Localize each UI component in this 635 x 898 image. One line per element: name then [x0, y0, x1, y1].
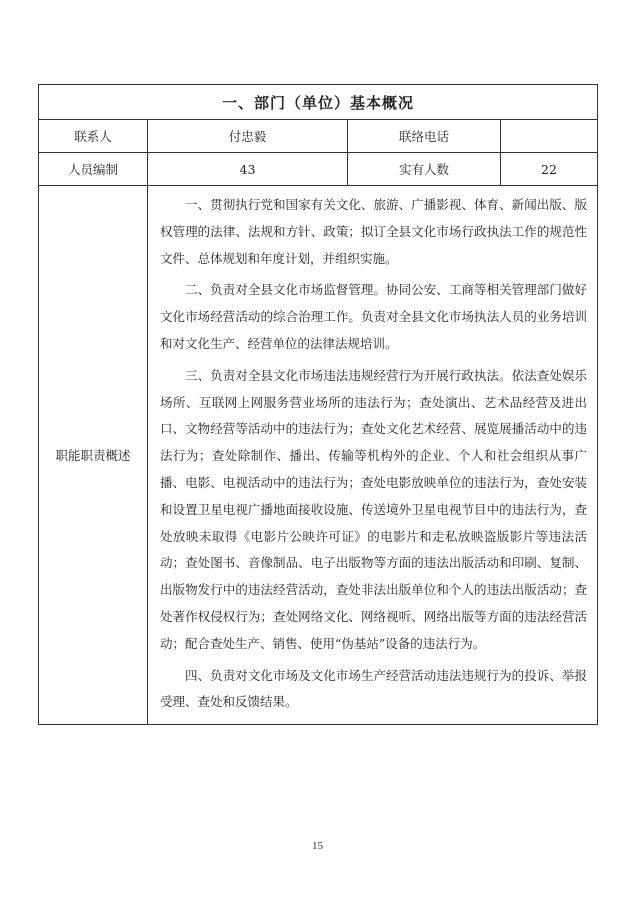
phone-value: [501, 120, 598, 153]
duties-label: 职能职责概述: [39, 186, 148, 725]
staffing-row: [39, 153, 598, 186]
duties-body: [148, 186, 598, 725]
actual-staff-value: 22: [501, 153, 598, 186]
contact-person-value: 付忠毅: [148, 120, 348, 153]
title-row: [39, 85, 598, 120]
duty-paragraph-1: 一、贯彻执行党和国家有关文化、旅游、广播影视、体育、新闻出版、版权管理的法律、法规和方针、政策；拟订全县文化市场行政执法工作的规范性文件、总体规划和年度计划，并组织实施。: [160, 197, 588, 266]
duty-paragraph-3: 三、负责对全县文化市场违法违规经营行为开展行政执法。依法查处娱乐场所、互联网上网服务营业场所的违法行为；查处演出、艺术品经营及进出口、文物经营等活动中的违法行为；查处文化艺术经营、展览展播活动中的违法行为；查处除制作、播出、传输等机构外的企业、个人和社会组织从事广播、电影、电视活动中的违法行为；查处电影放映单位的违法行为，查处安装和设置卫星电视广播地面接收设施、传送境外卫星电视节目中的违法行为，查处放映未取得《电影片公映许可证》的电影片和走私放映盗版影片等违法活动；查处图书、音像制品、电子出版物等方面的违法出版活动和印刷、复制、出版物发行中的违法经营活动，查处非法出版单位和个人的违法出版活动；查处著作权侵权行为；查处网络文化、网络视听、网络出版等方面的违法经营活动；配合查处生产、销售、使用“伪基站”设备的违法行为。: [160, 367, 588, 651]
duties-row: [39, 186, 598, 725]
staff-quota-value: 43: [148, 153, 348, 186]
basic-info-table: [38, 84, 598, 725]
page-number: 15: [312, 840, 323, 852]
phone-label: 联络电话: [348, 120, 501, 153]
staff-quota-label: 人员编制: [39, 153, 148, 186]
section-title: 一、部门（单位）基本概况: [39, 85, 598, 120]
duty-paragraph-2: 二、负责对全县文化市场监督管理。协同公安、工商等相关管理部门做好文化市场经营活动的综合治理工作。负责对全县文化市场执法人员的业务培训和对文化生产、经营单位的法律法规培训。: [160, 282, 588, 351]
duty-paragraph-4: 四、负责对文化市场及文化市场生产经营活动违法违规行为的投诉、举报受理、查处和反馈结果。: [160, 667, 588, 710]
contact-person-label: 联系人: [39, 120, 148, 153]
actual-staff-label: 实有人数: [348, 153, 501, 186]
contact-row: [39, 120, 598, 153]
